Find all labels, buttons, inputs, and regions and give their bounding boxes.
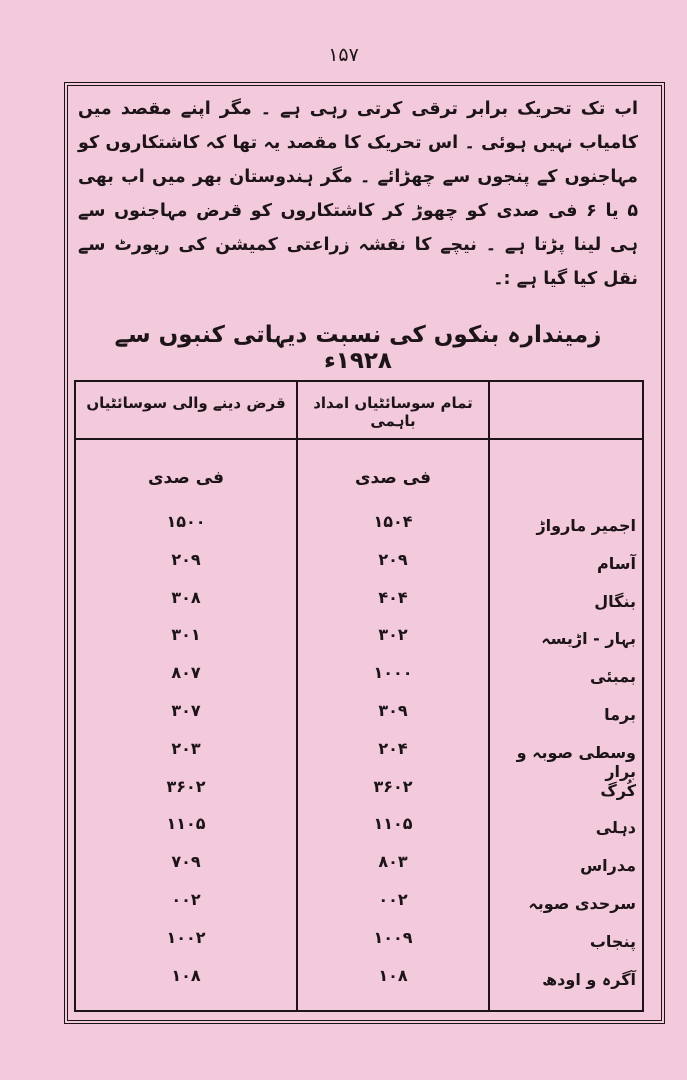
- province-name: مدراس: [580, 856, 636, 876]
- value-all-societies: ۸۰۳: [378, 852, 408, 872]
- value-all-societies: ۰۰۲: [378, 889, 408, 909]
- province-name: برما: [604, 704, 636, 724]
- value-all-societies: ۳۰۹: [378, 700, 408, 720]
- value-all-societies: ۳۶۰۲: [373, 776, 413, 796]
- value-all-societies: ۴۰۴: [378, 587, 408, 607]
- table-row: [76, 738, 642, 781]
- unit-label-all: فی صدی: [354, 468, 432, 488]
- table-title: زمیندارہ بنکوں کی نسبت دیہاتی کنبوں سے ۱۹۲۸ء: [114, 322, 602, 374]
- column-header-credit-societies: قرض دینے والی سوسائٹیاں: [86, 394, 286, 412]
- value-credit-societies: ۱۵۰۰: [166, 512, 206, 531]
- value-all-societies: ۱۰۰۰: [373, 663, 413, 683]
- province-name: سرحدی صوبہ: [528, 893, 636, 913]
- province-name: اجمیر مارواڑ: [536, 516, 636, 535]
- value-credit-societies: ۲۰۳: [171, 738, 201, 758]
- body-paragraph: اب تک تحریک برابر ترقی کرتی رہی ہے ۔ مگر اپنے مقصد میں کامیاب نہیں ہوئی ۔ اس تحریک کا مقصد یہ تھا کہ کاشتکاروں کو مہاجنوں کے پنجوں سے چھڑائے ۔ مگر ہندوستان بھر میں اب بھی ۵ یا ۶ فی صدی کو چھوڑ کر کاشتکاروں کو قرض مہاجنوں سے ہی لینا پڑتا ہے ۔ نیچے کا نقشہ زراعتی کمیشن کی رپورٹ سے نقل کیا گیا ہے :۔: [78, 99, 638, 289]
- value-credit-societies: ۳۰۱: [171, 625, 201, 645]
- value-all-societies: ۱۰۸: [378, 965, 408, 985]
- table-row: [76, 966, 642, 1004]
- value-all-societies: ۱۵۰۴: [373, 512, 413, 531]
- province-name: کُرگ: [600, 780, 636, 800]
- value-credit-societies: ۳۶۰۲: [166, 776, 206, 796]
- table-row: [76, 663, 642, 701]
- table-row: [76, 890, 642, 928]
- table-row: [76, 625, 642, 663]
- column-header-all-societies: تمام سوسائٹیاں امداد باہمی: [313, 394, 473, 430]
- value-all-societies: ۲۰۴: [378, 738, 408, 758]
- province-name: بنگال: [594, 591, 636, 611]
- value-all-societies: ۳۰۲: [378, 625, 408, 645]
- table-row: [76, 777, 642, 815]
- province-name: آگرہ و اودھ: [542, 969, 636, 989]
- value-credit-societies: ۳۰۸: [171, 587, 201, 607]
- table-row: [76, 588, 642, 626]
- province-name: وسطی صوبہ و برار: [516, 742, 636, 781]
- value-credit-societies: ۱۱۰۵: [166, 814, 206, 834]
- value-all-societies: ۱۱۰۵: [373, 814, 413, 834]
- value-all-societies: ۲۰۹: [378, 549, 408, 569]
- value-credit-societies: ۱۰۸: [171, 965, 201, 985]
- unit-label-credit: فی صدی: [147, 468, 225, 488]
- table-row: [76, 852, 642, 890]
- value-all-societies: ۱۰۰۹: [373, 927, 413, 947]
- value-credit-societies: ۰۰۲: [171, 889, 201, 909]
- table-body: [76, 512, 642, 1003]
- province-name: بمبئی: [590, 667, 636, 687]
- province-name: بہار - اڑیسہ: [541, 629, 636, 649]
- province-name: پنجاب: [589, 931, 636, 951]
- table-row: [76, 814, 642, 852]
- value-credit-societies: ۲۰۹: [171, 549, 201, 569]
- table-row: [76, 550, 642, 588]
- header-divider: [76, 438, 642, 440]
- table-row: [76, 701, 642, 739]
- value-credit-societies: ۸۰۷: [171, 663, 201, 683]
- province-name: آسام: [597, 553, 636, 573]
- table-row: [76, 512, 642, 550]
- statistics-table: [74, 380, 644, 1012]
- value-credit-societies: ۳۰۷: [171, 700, 201, 720]
- province-name: دہلی: [595, 818, 636, 838]
- table-row: [76, 928, 642, 966]
- page-number: ۱۵۷: [328, 44, 359, 66]
- value-credit-societies: ۷۰۹: [171, 852, 201, 872]
- value-credit-societies: ۱۰۰۲: [166, 927, 206, 947]
